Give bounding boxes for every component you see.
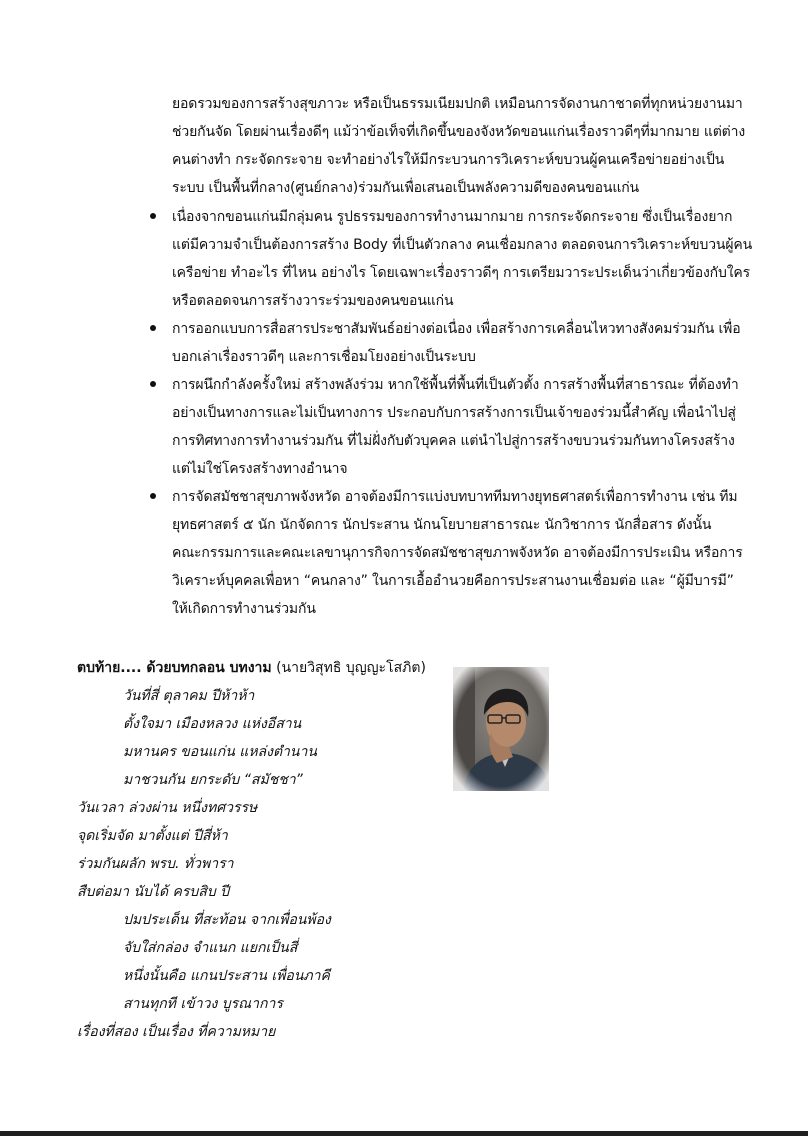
poem-line: จุดเริ่มจัด มาตั้งแต่ ปีสี่ห้า	[77, 828, 228, 844]
bullet-icon	[150, 493, 156, 499]
poem-line: ร่วมกันผลัก พรบ. ทั่วพารา	[77, 856, 234, 872]
bullet-list	[0, 203, 808, 623]
paragraph-line: การออกแบบการสื่อสารประชาสัมพันธ์อย่างต่อเนื่อง เพื่อสร้างการเคลื่อนไหวทางสังคมร่วมกัน เพื่อ	[172, 321, 741, 337]
paragraph-line: ยุทธศาสตร์ ๕ นัก นักจัดการ นักประสาน นักนโยบายสาธารณะ นักวิชาการ นักสื่อสาร ดังนั้น	[172, 517, 712, 533]
poem-line: วันที่สี่ ตุลาคม ปีห้าห้า	[123, 688, 255, 704]
poem-line: เรื่องที่สอง เป็นเรื่อง ที่ความหมาย	[77, 1024, 276, 1040]
paragraph-line: ยอดรวมของการสร้างสุขภาวะ หรือเป็นธรรมเนียมปกติ เหมือนการจัดงานกาชาดที่ทุกหน่วยงานมา	[172, 96, 743, 112]
paragraph-line: ระบบ เป็นพื้นที่กลาง(ศูนย์กลาง)ร่วมกันเพื่อเสนอเป็นพลังความดีของคนขอนแก่น	[172, 180, 639, 196]
closing-author: (นายวิสุทธิ บุญญะโสภิต)	[271, 660, 426, 676]
paragraph-line: ให้เกิดการทำงานร่วมกัน	[172, 601, 316, 617]
intro-paragraph	[172, 90, 746, 202]
poem-line: จับใส่กล่อง จำแนก แยกเป็นสี่	[123, 940, 298, 956]
poem-line: ตั้งใจมา เมืองหลวง แห่งอีสาน	[123, 716, 302, 732]
poem-line: สืบต่อมา นับได้ ครบสิบ ปี	[77, 884, 230, 900]
paragraph-line: การจัดสมัชชาสุขภาพจังหวัด อาจต้องมีการแบ่งบทบาททีมทางยุทธศาสตร์เพื่อการทำงาน เช่น ทีม	[172, 489, 738, 505]
bottom-border	[0, 1131, 808, 1136]
list-item	[0, 203, 753, 315]
paragraph-line: แต่ไม่ใช่โครงสร้างทางอำนาจ	[172, 461, 348, 477]
paragraph-line: คณะกรรมการและคณะเลขานุการกิจการจัดสมัชชาสุขภาพจังหวัด อาจต้องมีการประเมิน หรือการ	[172, 545, 743, 561]
poem-line: มาชวนกัน ยกระดับ “สมัชชา”	[123, 772, 303, 788]
poem-line: สานทุกที เข้าวง บูรณาการ	[123, 996, 283, 1012]
paragraph-line: อย่างเป็นทางการและไม่เป็นทางการ ประกอบกับการสร้างการเป็นเจ้าของร่วมนี้สำคัญ เพื่อนำไปสู่	[172, 405, 736, 421]
author-photo	[453, 667, 549, 791]
bullet-icon	[150, 213, 156, 219]
paragraph-line: แต่มีความจำเป็นต้องการสร้าง Body ที่เป็นตัวกลาง คนเชื่อมกลาง ตลอดจนการวิเคราะห์ขบวนผู้คน	[172, 237, 753, 253]
poem-line: หนึ่งนั้นคือ แกนประสาน เพื่อนภาคี	[123, 968, 330, 984]
paragraph-line: หรือตลอดจนการสร้างวาระร่วมของคนขอนแก่น	[172, 293, 454, 309]
poem-line: ปมประเด็น ที่สะท้อน จากเพื่อนพ้อง	[123, 912, 331, 928]
paragraph-line: บอกเล่าเรื่องราวดีๆ และการเชื่อมโยงอย่างเป็นระบบ	[172, 349, 476, 365]
closing-title: ตบท้าย.... ด้วยบทกลอน บทงาม	[77, 660, 272, 676]
list-item	[0, 315, 742, 371]
list-item	[0, 483, 742, 623]
paragraph-line: คนต่างทำ กระจัดกระจาย จะทำอย่างไรให้มีกระบวนการวิเคราะห์ขบวนผู้คนเครือข่ายอย่างเป็น	[172, 152, 725, 168]
paragraph-line: วิเคราะห์บุคคลเพื่อหา “คนกลาง” ในการเอื้ออำนวยคือการประสานงานเชื่อมต่อ และ “ผู้มีบารมี”	[172, 573, 734, 589]
paragraph-line: เนื่องจากขอนแก่นมีกลุ่มคน รูปธรรมของการทำงานมากมาย การกระจัดกระจาย ซึ่งเป็นเรื่องยาก	[172, 209, 733, 225]
poem-line: มหานคร ขอนแก่น แหล่งตำนาน	[123, 744, 317, 760]
bullet-icon	[150, 325, 156, 331]
portrait-image	[453, 667, 549, 791]
list-item	[0, 371, 742, 483]
paragraph-line: เครือข่าย ทำอะไร ที่ไหน อย่างไร โดยเฉพาะเรื่องราวดีๆ การเตรียมวาระประเด็นว่าเกี่ยวข้องกับใคร	[172, 265, 750, 281]
bullet-icon	[150, 381, 156, 387]
closing-heading	[77, 654, 426, 682]
poem-line: วันเวลา ล่วงผ่าน หนึ่งทศวรรษ	[77, 800, 258, 816]
paragraph-line: การทิศทางการทำงานร่วมกัน ที่ไม่ฝั่งกับตัวบุคคล แต่นำไปสู่การสร้างขบวนร่วมกันทางโครงสร้าง	[172, 433, 735, 449]
paragraph-line: การผนึกกำลังครั้งใหม่ สร้างพลังร่วม หากใช้พื้นที่พื้นที่เป็นตัวตั้ง การสร้างพื้นที่สาธารณะ ที่ต้องทำ	[172, 377, 739, 393]
paragraph-line: ช่วยกันจัด โดยผ่านเรื่องดีๆ แม้ว่าข้อเท็จที่เกิดขึ้นของจังหวัดขอนแก่นเรื่องราวดีๆที่มากมาย แต่ต่าง	[172, 124, 746, 140]
